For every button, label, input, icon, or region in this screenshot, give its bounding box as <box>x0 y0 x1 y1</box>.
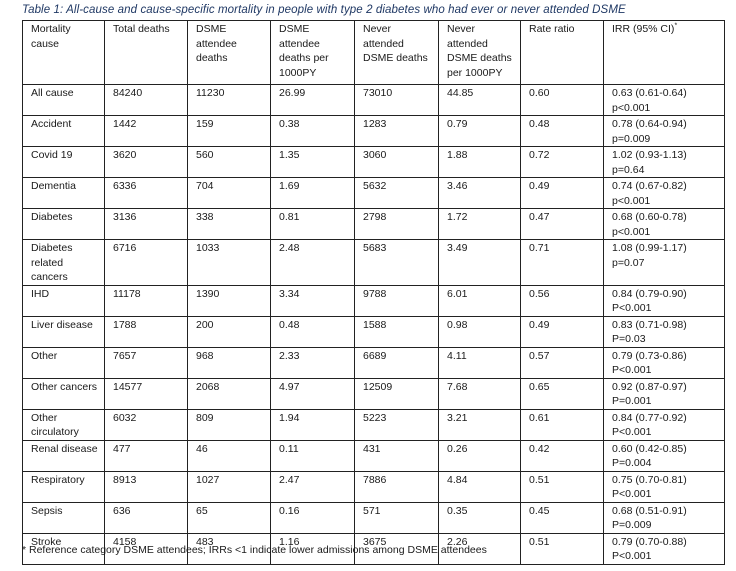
irr-estimate: 0.84 (0.79-0.90) <box>612 287 687 300</box>
cell-never-deaths: 12509 <box>355 378 439 409</box>
cell-irr <box>604 240 725 286</box>
cell-never-deaths: 571 <box>355 502 439 533</box>
cell-irr <box>604 285 725 316</box>
cell-dsme-rate: 2.47 <box>271 471 355 502</box>
cell-dsme-deaths: 338 <box>188 209 271 240</box>
irr-estimate: 0.78 (0.64-0.94) <box>612 118 687 130</box>
irr-p-value: P<0.001 <box>612 426 652 438</box>
irr-estimate: 0.63 (0.61-0.64) <box>612 87 687 99</box>
table-row <box>23 440 725 471</box>
cell-total-deaths: 1442 <box>105 116 188 147</box>
cell-irr <box>604 347 725 378</box>
irr-p-value: p=0.009 <box>612 132 651 145</box>
cell-never-rate: 3.46 <box>439 178 521 209</box>
cell-total-deaths: 8913 <box>105 471 188 502</box>
irr-p-value: p<0.001 <box>612 101 651 114</box>
cell-dsme-deaths: 65 <box>188 502 271 533</box>
irr-p-value: P=0.03 <box>612 333 646 345</box>
cell-total-deaths: 4158 <box>105 533 188 564</box>
cell-dsme-rate: 2.48 <box>271 240 355 286</box>
cell-total-deaths: 6032 <box>105 409 188 440</box>
irr-estimate: 1.08 (0.99-1.17) <box>612 242 687 254</box>
cell-never-deaths: 5683 <box>355 240 439 286</box>
cell-never-deaths: 3675 <box>355 533 439 564</box>
table-row <box>23 502 725 533</box>
cell-never-rate: 2.26 <box>439 533 521 564</box>
cell-dsme-rate: 0.81 <box>271 209 355 240</box>
cell-dsme-rate: 4.97 <box>271 378 355 409</box>
cell-dsme-rate: 0.16 <box>271 502 355 533</box>
cell-irr <box>604 471 725 502</box>
table-row <box>23 85 725 116</box>
table-row <box>23 116 725 147</box>
cell-rate-ratio: 0.60 <box>521 85 604 116</box>
cell-never-rate: 1.72 <box>439 209 521 240</box>
cell-irr <box>604 209 725 240</box>
cell-rate-ratio: 0.56 <box>521 285 604 316</box>
irr-p-value: P<0.001 <box>612 302 652 314</box>
table-row <box>23 471 725 502</box>
cell-irr <box>604 316 725 347</box>
header-never-attended-deaths: Never attended DSME deaths <box>355 21 439 85</box>
cell-never-deaths: 2798 <box>355 209 439 240</box>
cell-total-deaths: 3620 <box>105 147 188 178</box>
cell-total-deaths: 11178 <box>105 285 188 316</box>
irr-estimate: 0.68 (0.51-0.91) <box>612 504 687 517</box>
cell-never-deaths: 1283 <box>355 116 439 147</box>
cell-rate-ratio: 0.72 <box>521 147 604 178</box>
cell-dsme-rate: 3.34 <box>271 285 355 316</box>
cell-never-rate: 0.35 <box>439 502 521 533</box>
cell-mortality-cause: Accident <box>23 116 105 147</box>
cell-dsme-deaths: 2068 <box>188 378 271 409</box>
table-caption: Table 1: All-cause and cause-specific mortality in people with type 2 diabetes who had ever or never attended DSME <box>22 4 626 16</box>
cell-never-rate: 0.26 <box>439 440 521 471</box>
cell-dsme-deaths: 159 <box>188 116 271 147</box>
irr-estimate: 0.79 (0.73-0.86) <box>612 349 687 362</box>
cell-dsme-rate: 1.35 <box>271 147 355 178</box>
header-irr: IRR (95% CI)* <box>604 21 725 85</box>
header-never-attended-rate: Never attended DSME deaths per 1000PY <box>439 21 521 85</box>
cell-dsme-rate: 26.99 <box>271 85 355 116</box>
cell-dsme-rate: 1.69 <box>271 178 355 209</box>
cell-rate-ratio: 0.71 <box>521 240 604 286</box>
cell-never-deaths: 1588 <box>355 316 439 347</box>
cell-irr <box>604 147 725 178</box>
cell-dsme-deaths: 1033 <box>188 240 271 286</box>
cell-never-deaths: 6689 <box>355 347 439 378</box>
irr-estimate: 0.74 (0.67-0.82) <box>612 180 687 192</box>
cell-never-rate: 3.21 <box>439 409 521 440</box>
cell-never-rate: 3.49 <box>439 240 521 286</box>
cell-never-rate: 44.85 <box>439 85 521 116</box>
header-total-deaths: Total deaths <box>105 21 188 85</box>
table-row <box>23 378 725 409</box>
cell-dsme-deaths: 809 <box>188 409 271 440</box>
irr-p-value: p=0.64 <box>612 163 645 176</box>
irr-p-value: p<0.001 <box>612 225 651 238</box>
mortality-table <box>22 20 725 565</box>
cell-total-deaths: 3136 <box>105 209 188 240</box>
cell-irr <box>604 409 725 440</box>
cell-never-rate: 6.01 <box>439 285 521 316</box>
cell-mortality-cause: Diabetes related cancers <box>23 240 105 286</box>
cell-irr <box>604 116 725 147</box>
cell-never-deaths: 7886 <box>355 471 439 502</box>
cell-irr <box>604 85 725 116</box>
cell-mortality-cause: Other cancers <box>23 378 105 409</box>
cell-rate-ratio: 0.47 <box>521 209 604 240</box>
cell-mortality-cause: All cause <box>23 85 105 116</box>
irr-p-value: P<0.001 <box>612 488 652 500</box>
cell-rate-ratio: 0.48 <box>521 116 604 147</box>
irr-estimate: 0.79 (0.70-0.88) <box>612 535 687 548</box>
footnote-marker: * <box>674 22 678 30</box>
cell-total-deaths: 636 <box>105 502 188 533</box>
cell-total-deaths: 84240 <box>105 85 188 116</box>
cell-rate-ratio: 0.42 <box>521 440 604 471</box>
table-row <box>23 316 725 347</box>
cell-never-rate: 4.84 <box>439 471 521 502</box>
table-row <box>23 285 725 316</box>
cell-dsme-rate: 2.33 <box>271 347 355 378</box>
table-row <box>23 347 725 378</box>
cell-never-deaths: 5632 <box>355 178 439 209</box>
irr-p-value: P=0.009 <box>612 519 652 531</box>
cell-never-deaths: 73010 <box>355 85 439 116</box>
cell-never-deaths: 431 <box>355 440 439 471</box>
cell-never-rate: 1.88 <box>439 147 521 178</box>
cell-never-deaths: 5223 <box>355 409 439 440</box>
cell-dsme-deaths: 560 <box>188 147 271 178</box>
cell-dsme-rate: 0.48 <box>271 316 355 347</box>
cell-irr <box>604 178 725 209</box>
cell-mortality-cause: Sepsis <box>23 502 105 533</box>
cell-mortality-cause: Stroke <box>23 533 105 564</box>
cell-total-deaths: 1788 <box>105 316 188 347</box>
cell-rate-ratio: 0.61 <box>521 409 604 440</box>
irr-estimate: 0.60 (0.42-0.85) <box>612 442 687 455</box>
cell-dsme-deaths: 46 <box>188 440 271 471</box>
cell-mortality-cause: Renal disease <box>23 440 105 471</box>
table-row <box>23 409 725 440</box>
cell-dsme-rate: 0.11 <box>271 440 355 471</box>
table-row <box>23 240 725 286</box>
cell-total-deaths: 6716 <box>105 240 188 286</box>
cell-never-deaths: 3060 <box>355 147 439 178</box>
irr-estimate: 0.92 (0.87-0.97) <box>612 380 687 393</box>
irr-p-value: P=0.001 <box>612 395 652 407</box>
cell-total-deaths: 7657 <box>105 347 188 378</box>
cell-rate-ratio: 0.65 <box>521 378 604 409</box>
cell-dsme-deaths: 1027 <box>188 471 271 502</box>
irr-estimate: 0.84 (0.77-0.92) <box>612 411 687 424</box>
irr-p-value: p=0.07 <box>612 256 645 269</box>
cell-rate-ratio: 0.57 <box>521 347 604 378</box>
cell-dsme-deaths: 968 <box>188 347 271 378</box>
cell-rate-ratio: 0.49 <box>521 178 604 209</box>
cell-never-deaths: 9788 <box>355 285 439 316</box>
cell-never-rate: 4.11 <box>439 347 521 378</box>
irr-estimate: 0.68 (0.60-0.78) <box>612 211 687 223</box>
cell-never-rate: 0.98 <box>439 316 521 347</box>
irr-estimate: 0.75 (0.70-0.81) <box>612 473 687 486</box>
table-footnote: * Reference category DSME attendees; IRRs <1 indicate lower admissions among DSME attendees <box>22 544 487 556</box>
cell-mortality-cause: Respiratory <box>23 471 105 502</box>
cell-mortality-cause: Diabetes <box>23 209 105 240</box>
cell-total-deaths: 477 <box>105 440 188 471</box>
cell-dsme-rate: 0.38 <box>271 116 355 147</box>
header-dsme-attendee-rate: DSME attendee deaths per 1000PY <box>271 21 355 85</box>
cell-dsme-deaths: 483 <box>188 533 271 564</box>
cell-never-rate: 0.79 <box>439 116 521 147</box>
cell-mortality-cause: Covid 19 <box>23 147 105 178</box>
header-rate-ratio: Rate ratio <box>521 21 604 85</box>
cell-dsme-rate: 1.16 <box>271 533 355 564</box>
header-row <box>23 21 725 85</box>
cell-dsme-deaths: 704 <box>188 178 271 209</box>
table-body <box>23 85 725 565</box>
table-row <box>23 209 725 240</box>
cell-dsme-deaths: 200 <box>188 316 271 347</box>
irr-p-value: P<0.001 <box>612 550 652 562</box>
cell-mortality-cause: Other <box>23 347 105 378</box>
cell-irr <box>604 533 725 564</box>
header-dsme-attendee-deaths: DSME attendee deaths <box>188 21 271 85</box>
cell-rate-ratio: 0.51 <box>521 533 604 564</box>
header-mortality-cause: Mortality cause <box>23 21 105 85</box>
cell-irr <box>604 378 725 409</box>
cell-total-deaths: 6336 <box>105 178 188 209</box>
cell-irr <box>604 502 725 533</box>
cell-mortality-cause: IHD <box>23 285 105 316</box>
irr-estimate: 1.02 (0.93-1.13) <box>612 149 687 161</box>
cell-rate-ratio: 0.49 <box>521 316 604 347</box>
irr-estimate: 0.83 (0.71-0.98) <box>612 318 687 331</box>
cell-mortality-cause: Liver disease <box>23 316 105 347</box>
irr-p-value: p<0.001 <box>612 194 651 207</box>
cell-rate-ratio: 0.45 <box>521 502 604 533</box>
irr-p-value: P=0.004 <box>612 457 652 469</box>
cell-rate-ratio: 0.51 <box>521 471 604 502</box>
table-row <box>23 147 725 178</box>
cell-dsme-deaths: 1390 <box>188 285 271 316</box>
irr-p-value: P<0.001 <box>612 364 652 376</box>
cell-mortality-cause: Dementia <box>23 178 105 209</box>
cell-irr <box>604 440 725 471</box>
cell-dsme-rate: 1.94 <box>271 409 355 440</box>
cell-dsme-deaths: 11230 <box>188 85 271 116</box>
cell-mortality-cause: Other circulatory <box>23 409 105 440</box>
table-row <box>23 178 725 209</box>
cell-never-rate: 7.68 <box>439 378 521 409</box>
cell-total-deaths: 14577 <box>105 378 188 409</box>
